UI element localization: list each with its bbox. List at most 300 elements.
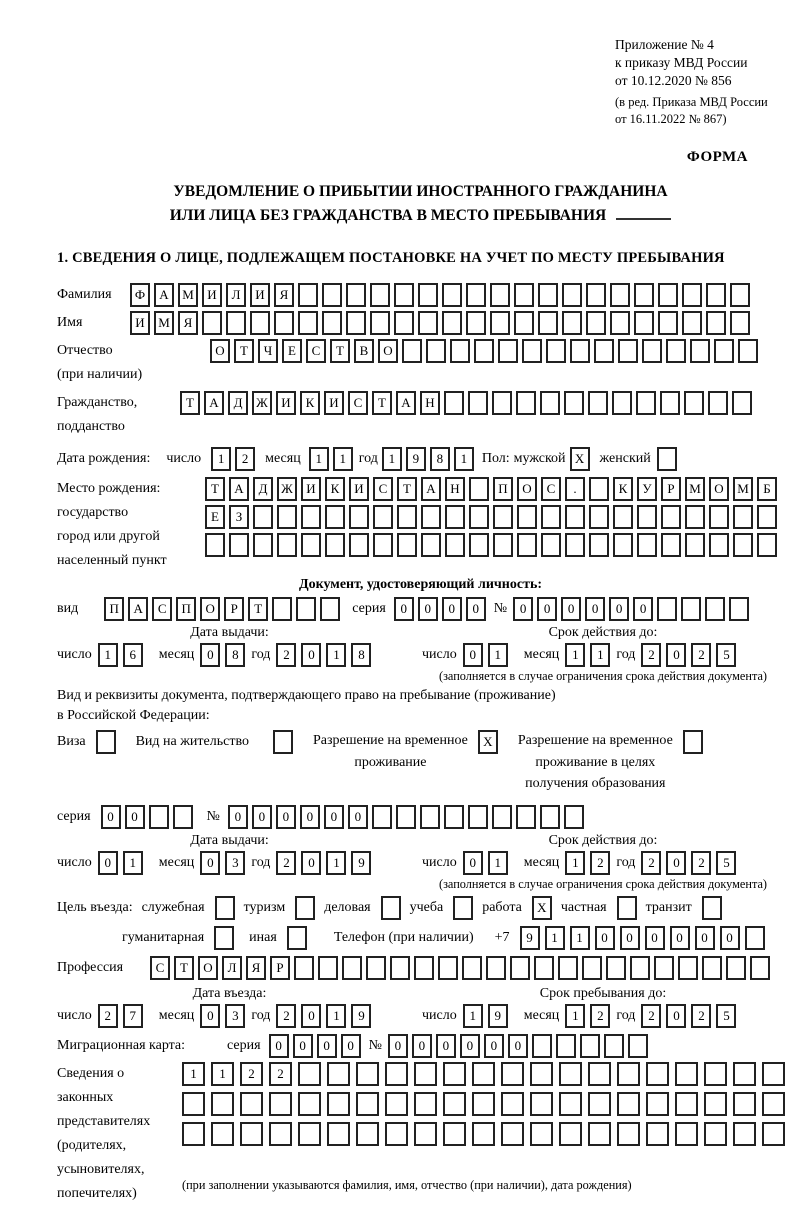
char-cell[interactable] xyxy=(594,339,614,363)
char-cell[interactable]: 0 xyxy=(341,1034,361,1058)
char-cell[interactable] xyxy=(517,533,537,557)
char-cell[interactable] xyxy=(445,505,465,529)
char-cell[interactable] xyxy=(492,391,512,415)
char-cell[interactable]: 0 xyxy=(412,1034,432,1058)
char-cell[interactable]: 2 xyxy=(240,1062,263,1086)
char-cell[interactable]: Т xyxy=(234,339,254,363)
char-cell[interactable] xyxy=(493,505,513,529)
char-cell[interactable]: А xyxy=(396,391,416,415)
char-cell[interactable] xyxy=(366,956,386,980)
char-cell[interactable] xyxy=(538,311,558,335)
char-cell[interactable] xyxy=(253,505,273,529)
char-cell[interactable]: 0 xyxy=(301,1004,321,1028)
char-cell[interactable]: О xyxy=(198,956,218,980)
char-cell[interactable] xyxy=(559,1092,582,1116)
char-cell[interactable] xyxy=(586,283,606,307)
char-cell[interactable] xyxy=(426,339,446,363)
char-cell[interactable] xyxy=(562,283,582,307)
char-cell[interactable] xyxy=(486,956,506,980)
char-cell[interactable] xyxy=(320,597,340,621)
char-cell[interactable] xyxy=(438,956,458,980)
char-cell[interactable] xyxy=(396,805,416,829)
char-cell[interactable]: 2 xyxy=(276,1004,296,1028)
char-cell[interactable] xyxy=(530,1062,553,1086)
char-cell[interactable] xyxy=(501,1122,524,1146)
char-cell[interactable] xyxy=(730,283,750,307)
char-cell[interactable] xyxy=(666,339,686,363)
char-cell[interactable]: 0 xyxy=(508,1034,528,1058)
char-cell[interactable] xyxy=(414,1092,437,1116)
char-cell[interactable] xyxy=(685,533,705,557)
char-cell[interactable] xyxy=(325,533,345,557)
sex-male-checkbox[interactable]: X xyxy=(570,447,590,471)
char-cell[interactable]: И xyxy=(130,311,150,335)
temporary-residence-education-checkbox[interactable] xyxy=(683,730,703,754)
char-cell[interactable]: 1 xyxy=(565,1004,585,1028)
char-cell[interactable]: 0 xyxy=(442,597,462,621)
char-cell[interactable] xyxy=(501,1092,524,1116)
char-cell[interactable] xyxy=(745,926,765,950)
char-cell[interactable]: 2 xyxy=(590,1004,610,1028)
char-cell[interactable]: 2 xyxy=(98,1004,118,1028)
char-cell[interactable]: 2 xyxy=(235,447,255,471)
char-cell[interactable]: А xyxy=(204,391,224,415)
char-cell[interactable] xyxy=(658,311,678,335)
char-cell[interactable] xyxy=(675,1122,698,1146)
char-cell[interactable]: 1 xyxy=(98,643,118,667)
char-cell[interactable]: М xyxy=(685,477,705,501)
char-cell[interactable] xyxy=(272,597,292,621)
char-cell[interactable] xyxy=(342,956,362,980)
char-cell[interactable]: 5 xyxy=(716,1004,736,1028)
char-cell[interactable] xyxy=(733,533,753,557)
char-cell[interactable] xyxy=(474,339,494,363)
char-cell[interactable]: 0 xyxy=(633,597,653,621)
char-cell[interactable]: Ж xyxy=(252,391,272,415)
visa-checkbox[interactable] xyxy=(96,730,116,754)
char-cell[interactable] xyxy=(675,1092,698,1116)
char-cell[interactable]: 2 xyxy=(276,643,296,667)
char-cell[interactable] xyxy=(617,1062,640,1086)
char-cell[interactable] xyxy=(534,956,554,980)
char-cell[interactable] xyxy=(606,956,626,980)
char-cell[interactable]: Б xyxy=(757,477,777,501)
char-cell[interactable] xyxy=(704,1092,727,1116)
char-cell[interactable] xyxy=(704,1122,727,1146)
char-cell[interactable] xyxy=(682,283,702,307)
char-cell[interactable]: С xyxy=(152,597,172,621)
char-cell[interactable] xyxy=(681,597,701,621)
char-cell[interactable] xyxy=(211,1122,234,1146)
char-cell[interactable] xyxy=(661,505,681,529)
char-cell[interactable]: Ч xyxy=(258,339,278,363)
char-cell[interactable] xyxy=(240,1092,263,1116)
char-cell[interactable]: 2 xyxy=(641,851,661,875)
char-cell[interactable] xyxy=(296,597,316,621)
char-cell[interactable]: 1 xyxy=(570,926,590,950)
char-cell[interactable]: 0 xyxy=(620,926,640,950)
char-cell[interactable]: Н xyxy=(445,477,465,501)
char-cell[interactable]: Т xyxy=(248,597,268,621)
char-cell[interactable]: 0 xyxy=(609,597,629,621)
char-cell[interactable]: 0 xyxy=(720,926,740,950)
char-cell[interactable] xyxy=(229,533,249,557)
char-cell[interactable] xyxy=(301,505,321,529)
char-cell[interactable]: 2 xyxy=(691,1004,711,1028)
char-cell[interactable]: 0 xyxy=(125,805,145,829)
char-cell[interactable] xyxy=(704,1062,727,1086)
char-cell[interactable] xyxy=(714,339,734,363)
char-cell[interactable]: О xyxy=(517,477,537,501)
char-cell[interactable] xyxy=(394,283,414,307)
char-cell[interactable] xyxy=(604,1034,624,1058)
sex-female-checkbox[interactable] xyxy=(657,447,677,471)
char-cell[interactable]: 1 xyxy=(463,1004,483,1028)
char-cell[interactable] xyxy=(298,1062,321,1086)
char-cell[interactable] xyxy=(762,1062,785,1086)
char-cell[interactable]: 0 xyxy=(670,926,690,950)
char-cell[interactable] xyxy=(298,283,318,307)
char-cell[interactable] xyxy=(298,1092,321,1116)
temporary-residence-checkbox[interactable]: X xyxy=(478,730,498,754)
char-cell[interactable]: 1 xyxy=(382,447,402,471)
char-cell[interactable] xyxy=(202,311,222,335)
char-cell[interactable] xyxy=(373,533,393,557)
char-cell[interactable] xyxy=(709,533,729,557)
char-cell[interactable]: 0 xyxy=(200,851,220,875)
char-cell[interactable]: 0 xyxy=(200,1004,220,1028)
char-cell[interactable] xyxy=(394,311,414,335)
char-cell[interactable]: С xyxy=(373,477,393,501)
char-cell[interactable] xyxy=(646,1062,669,1086)
char-cell[interactable] xyxy=(322,283,342,307)
char-cell[interactable] xyxy=(318,956,338,980)
char-cell[interactable]: С xyxy=(541,477,561,501)
char-cell[interactable] xyxy=(628,1034,648,1058)
char-cell[interactable]: 0 xyxy=(513,597,533,621)
char-cell[interactable]: Д xyxy=(228,391,248,415)
char-cell[interactable] xyxy=(570,339,590,363)
purpose-tourism-checkbox[interactable] xyxy=(295,896,315,920)
char-cell[interactable]: 3 xyxy=(225,1004,245,1028)
char-cell[interactable]: 0 xyxy=(418,597,438,621)
char-cell[interactable] xyxy=(634,283,654,307)
char-cell[interactable] xyxy=(702,956,722,980)
char-cell[interactable] xyxy=(501,1062,524,1086)
char-cell[interactable] xyxy=(588,1122,611,1146)
char-cell[interactable]: 2 xyxy=(590,851,610,875)
char-cell[interactable]: А xyxy=(128,597,148,621)
char-cell[interactable]: 1 xyxy=(182,1062,205,1086)
char-cell[interactable] xyxy=(373,505,393,529)
char-cell[interactable]: 0 xyxy=(595,926,615,950)
char-cell[interactable]: 0 xyxy=(300,805,320,829)
char-cell[interactable]: 0 xyxy=(317,1034,337,1058)
char-cell[interactable] xyxy=(472,1122,495,1146)
char-cell[interactable] xyxy=(565,533,585,557)
char-cell[interactable] xyxy=(586,311,606,335)
char-cell[interactable]: 2 xyxy=(269,1062,292,1086)
char-cell[interactable]: 0 xyxy=(585,597,605,621)
char-cell[interactable] xyxy=(510,956,530,980)
char-cell[interactable] xyxy=(349,505,369,529)
char-cell[interactable] xyxy=(418,283,438,307)
char-cell[interactable] xyxy=(559,1122,582,1146)
char-cell[interactable]: С xyxy=(348,391,368,415)
char-cell[interactable] xyxy=(546,339,566,363)
char-cell[interactable]: 0 xyxy=(98,851,118,875)
char-cell[interactable]: 0 xyxy=(460,1034,480,1058)
char-cell[interactable] xyxy=(346,283,366,307)
char-cell[interactable] xyxy=(370,283,390,307)
char-cell[interactable]: П xyxy=(104,597,124,621)
char-cell[interactable] xyxy=(538,283,558,307)
char-cell[interactable] xyxy=(685,505,705,529)
char-cell[interactable] xyxy=(646,1122,669,1146)
char-cell[interactable] xyxy=(327,1062,350,1086)
char-cell[interactable] xyxy=(750,956,770,980)
char-cell[interactable]: О xyxy=(709,477,729,501)
char-cell[interactable] xyxy=(588,1062,611,1086)
char-cell[interactable]: Е xyxy=(282,339,302,363)
purpose-humanitarian-checkbox[interactable] xyxy=(214,926,234,950)
char-cell[interactable] xyxy=(675,1062,698,1086)
char-cell[interactable]: 1 xyxy=(488,851,508,875)
char-cell[interactable] xyxy=(556,1034,576,1058)
char-cell[interactable]: Т xyxy=(330,339,350,363)
purpose-private-checkbox[interactable] xyxy=(617,896,637,920)
char-cell[interactable] xyxy=(514,283,534,307)
char-cell[interactable]: 1 xyxy=(326,1004,346,1028)
char-cell[interactable]: 1 xyxy=(565,851,585,875)
char-cell[interactable]: Е xyxy=(205,505,225,529)
char-cell[interactable]: 2 xyxy=(691,643,711,667)
char-cell[interactable] xyxy=(450,339,470,363)
char-cell[interactable] xyxy=(472,1092,495,1116)
char-cell[interactable] xyxy=(250,311,270,335)
char-cell[interactable]: Я xyxy=(178,311,198,335)
char-cell[interactable] xyxy=(444,805,464,829)
char-cell[interactable] xyxy=(733,505,753,529)
char-cell[interactable]: 1 xyxy=(326,643,346,667)
char-cell[interactable] xyxy=(327,1092,350,1116)
char-cell[interactable]: Ж xyxy=(277,477,297,501)
char-cell[interactable]: 2 xyxy=(641,1004,661,1028)
char-cell[interactable]: Л xyxy=(222,956,242,980)
char-cell[interactable]: 0 xyxy=(269,1034,289,1058)
char-cell[interactable] xyxy=(613,505,633,529)
char-cell[interactable]: 0 xyxy=(301,851,321,875)
char-cell[interactable] xyxy=(466,311,486,335)
purpose-official-checkbox[interactable] xyxy=(215,896,235,920)
char-cell[interactable] xyxy=(522,339,542,363)
char-cell[interactable] xyxy=(610,283,630,307)
char-cell[interactable] xyxy=(690,339,710,363)
char-cell[interactable]: 1 xyxy=(333,447,353,471)
char-cell[interactable]: А xyxy=(229,477,249,501)
char-cell[interactable]: 7 xyxy=(123,1004,143,1028)
char-cell[interactable] xyxy=(397,533,417,557)
char-cell[interactable]: И xyxy=(301,477,321,501)
char-cell[interactable] xyxy=(346,311,366,335)
char-cell[interactable]: 1 xyxy=(488,643,508,667)
char-cell[interactable] xyxy=(298,311,318,335)
char-cell[interactable]: 0 xyxy=(666,643,686,667)
char-cell[interactable] xyxy=(385,1092,408,1116)
char-cell[interactable] xyxy=(402,339,422,363)
char-cell[interactable] xyxy=(269,1122,292,1146)
char-cell[interactable] xyxy=(706,283,726,307)
char-cell[interactable] xyxy=(617,1092,640,1116)
char-cell[interactable]: Н xyxy=(420,391,440,415)
char-cell[interactable] xyxy=(356,1062,379,1086)
char-cell[interactable] xyxy=(442,283,462,307)
purpose-other-checkbox[interactable] xyxy=(287,926,307,950)
char-cell[interactable] xyxy=(469,477,489,501)
char-cell[interactable] xyxy=(709,505,729,529)
char-cell[interactable]: К xyxy=(613,477,633,501)
char-cell[interactable]: 1 xyxy=(309,447,329,471)
char-cell[interactable] xyxy=(589,477,609,501)
char-cell[interactable] xyxy=(530,1092,553,1116)
char-cell[interactable]: 0 xyxy=(463,851,483,875)
char-cell[interactable] xyxy=(414,1122,437,1146)
char-cell[interactable] xyxy=(414,956,434,980)
char-cell[interactable] xyxy=(562,311,582,335)
char-cell[interactable] xyxy=(294,956,314,980)
char-cell[interactable] xyxy=(469,505,489,529)
char-cell[interactable]: 0 xyxy=(293,1034,313,1058)
char-cell[interactable] xyxy=(211,1092,234,1116)
char-cell[interactable]: 3 xyxy=(225,851,245,875)
char-cell[interactable]: З xyxy=(229,505,249,529)
char-cell[interactable] xyxy=(472,1062,495,1086)
char-cell[interactable] xyxy=(637,505,657,529)
char-cell[interactable] xyxy=(682,311,702,335)
char-cell[interactable] xyxy=(530,1122,553,1146)
char-cell[interactable]: 1 xyxy=(123,851,143,875)
char-cell[interactable] xyxy=(732,391,752,415)
char-cell[interactable]: Т xyxy=(180,391,200,415)
char-cell[interactable]: 0 xyxy=(436,1034,456,1058)
char-cell[interactable] xyxy=(444,391,464,415)
char-cell[interactable] xyxy=(173,805,193,829)
char-cell[interactable] xyxy=(729,597,749,621)
char-cell[interactable]: И xyxy=(250,283,270,307)
char-cell[interactable]: И xyxy=(324,391,344,415)
char-cell[interactable] xyxy=(418,311,438,335)
char-cell[interactable]: 0 xyxy=(666,1004,686,1028)
char-cell[interactable] xyxy=(646,1092,669,1116)
char-cell[interactable]: В xyxy=(354,339,374,363)
char-cell[interactable] xyxy=(589,505,609,529)
char-cell[interactable]: О xyxy=(210,339,230,363)
char-cell[interactable]: 6 xyxy=(123,643,143,667)
char-cell[interactable]: С xyxy=(306,339,326,363)
char-cell[interactable]: Я xyxy=(246,956,266,980)
char-cell[interactable]: Я xyxy=(274,283,294,307)
char-cell[interactable]: Р xyxy=(270,956,290,980)
char-cell[interactable]: 5 xyxy=(716,643,736,667)
char-cell[interactable]: 9 xyxy=(351,1004,371,1028)
char-cell[interactable] xyxy=(397,505,417,529)
char-cell[interactable] xyxy=(705,597,725,621)
char-cell[interactable] xyxy=(730,311,750,335)
char-cell[interactable] xyxy=(356,1122,379,1146)
char-cell[interactable]: Т xyxy=(205,477,225,501)
char-cell[interactable] xyxy=(301,533,321,557)
char-cell[interactable]: К xyxy=(300,391,320,415)
char-cell[interactable] xyxy=(370,311,390,335)
char-cell[interactable]: 0 xyxy=(301,643,321,667)
char-cell[interactable] xyxy=(327,1122,350,1146)
char-cell[interactable] xyxy=(541,533,561,557)
char-cell[interactable]: 0 xyxy=(394,597,414,621)
char-cell[interactable] xyxy=(182,1092,205,1116)
char-cell[interactable] xyxy=(654,956,674,980)
char-cell[interactable] xyxy=(564,805,584,829)
char-cell[interactable]: 8 xyxy=(430,447,450,471)
char-cell[interactable]: 1 xyxy=(326,851,346,875)
char-cell[interactable] xyxy=(684,391,704,415)
char-cell[interactable]: 0 xyxy=(324,805,344,829)
char-cell[interactable]: М xyxy=(733,477,753,501)
char-cell[interactable]: У xyxy=(637,477,657,501)
char-cell[interactable] xyxy=(468,391,488,415)
char-cell[interactable]: Ф xyxy=(130,283,150,307)
char-cell[interactable] xyxy=(617,1122,640,1146)
char-cell[interactable] xyxy=(564,391,584,415)
char-cell[interactable]: К xyxy=(325,477,345,501)
char-cell[interactable]: 1 xyxy=(211,447,231,471)
char-cell[interactable] xyxy=(442,311,462,335)
char-cell[interactable] xyxy=(618,339,638,363)
char-cell[interactable] xyxy=(589,533,609,557)
char-cell[interactable]: П xyxy=(493,477,513,501)
char-cell[interactable] xyxy=(757,505,777,529)
char-cell[interactable] xyxy=(274,311,294,335)
char-cell[interactable] xyxy=(445,533,465,557)
char-cell[interactable]: 5 xyxy=(716,851,736,875)
char-cell[interactable]: 2 xyxy=(276,851,296,875)
char-cell[interactable] xyxy=(559,1062,582,1086)
char-cell[interactable] xyxy=(356,1092,379,1116)
char-cell[interactable]: С xyxy=(150,956,170,980)
char-cell[interactable] xyxy=(612,391,632,415)
char-cell[interactable]: 1 xyxy=(590,643,610,667)
char-cell[interactable] xyxy=(588,1092,611,1116)
char-cell[interactable] xyxy=(660,391,680,415)
char-cell[interactable] xyxy=(443,1122,466,1146)
char-cell[interactable]: 9 xyxy=(351,851,371,875)
char-cell[interactable] xyxy=(469,533,489,557)
char-cell[interactable] xyxy=(414,1062,437,1086)
char-cell[interactable] xyxy=(580,1034,600,1058)
char-cell[interactable]: И xyxy=(202,283,222,307)
char-cell[interactable] xyxy=(658,283,678,307)
char-cell[interactable] xyxy=(443,1092,466,1116)
char-cell[interactable]: 0 xyxy=(252,805,272,829)
char-cell[interactable] xyxy=(490,283,510,307)
char-cell[interactable] xyxy=(733,1092,756,1116)
char-cell[interactable]: 2 xyxy=(691,851,711,875)
char-cell[interactable]: 0 xyxy=(388,1034,408,1058)
char-cell[interactable] xyxy=(708,391,728,415)
char-cell[interactable]: Р xyxy=(224,597,244,621)
char-cell[interactable] xyxy=(726,956,746,980)
char-cell[interactable] xyxy=(149,805,169,829)
char-cell[interactable]: Т xyxy=(174,956,194,980)
